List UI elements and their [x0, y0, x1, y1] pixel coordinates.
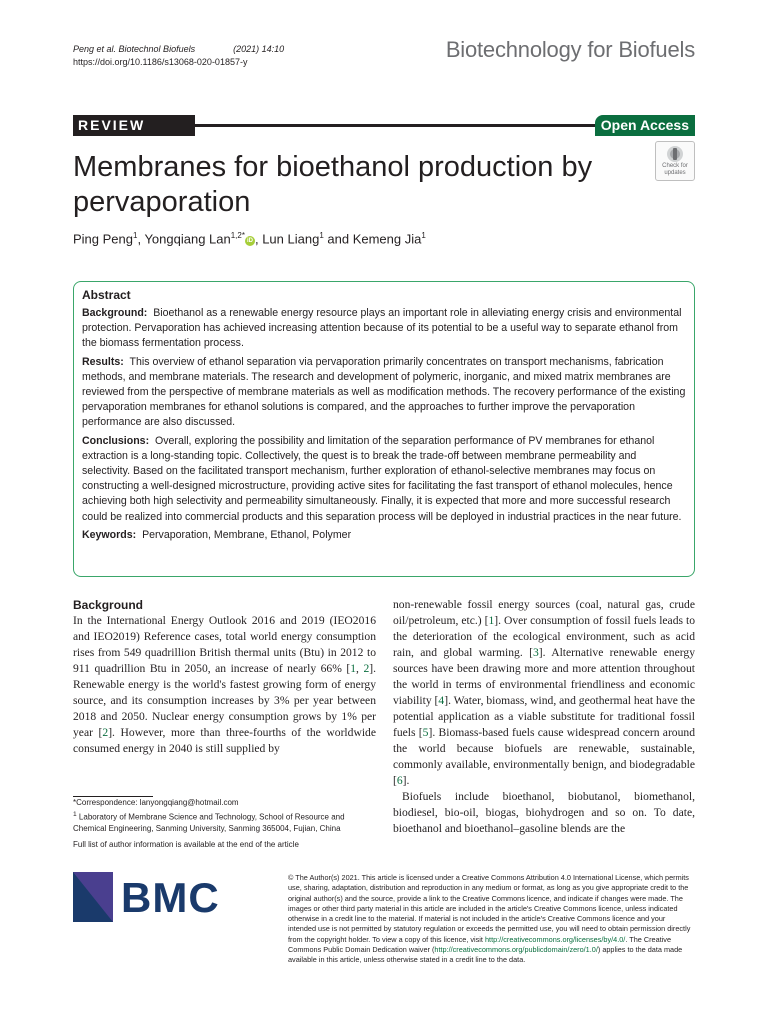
- bmc-logo-icon: [73, 872, 113, 922]
- abstract-background-text: Bioethanol as a renewable energy resource plays an important role in alleviating energy crisis and environmental protection. Pervaporation has achieved increasing attention because of its potential to be a useful way to separate ethanol from the biomass fermentation process.: [82, 307, 682, 350]
- license-text: [288, 873, 695, 966]
- body-text: ]. Water, biomass, wind, and geothermal heat have the potential application as a viable substitute for traditional fossil fuels [: [393, 694, 695, 739]
- author-name[interactable]: Kemeng Jia: [352, 231, 422, 247]
- orcid-icon[interactable]: iD: [246, 238, 253, 245]
- abstract-conclusions: [82, 434, 686, 525]
- affiliation-mark: 1,2*: [230, 231, 245, 240]
- abstract-results-label: Results:: [82, 355, 124, 368]
- check-updates-icon: [665, 145, 685, 163]
- citation-info: [73, 43, 284, 69]
- body-text: ]. Over consumption of fossil fuels leads to the deterioration of the ecological environment, such as acid rain, and global warming. [: [393, 614, 696, 659]
- author-name[interactable]: Yongqiang Lan: [144, 231, 231, 247]
- reference-link[interactable]: 2: [102, 726, 109, 739]
- abstract-conclusions-text: Overall, exploring the possibility and limitation of the separation performance of PV membranes for ethanol extraction is a long-standing topic. Collectively, the quest is to break the trade-off between membrane permeability and selectivity. Based on the facilitated transport mechanism, further exploration of ethanol-selective membranes may focus on constructing a well-designed microstructure, providing active sites for facilitating the fast transport of ethanol molecules, hence achieving both high selectivity and permeability simultaneously. Finally, it is expected that more and more successful research could be realized into commercial products and this separation process will be deployed in industrial practices in the near future.: [82, 434, 682, 523]
- keywords-text: Pervaporation, Membrane, Ethanol, Polymer: [142, 528, 352, 541]
- body-paragraph: Biofuels include bioethanol, biobutanol, biomethanol, biodiesel, bio-oil, biogas, biohydrogen and so on. To date, bioethanol and bioethanol–gasoline blends are the: [393, 790, 695, 835]
- check-updates-line1: Check for: [662, 163, 688, 169]
- affiliation-text: Laboratory of Membrane Science and Technology, School of Resource and Chemical Engineering, Sanming University, Sanming 365004, Fujian, China: [73, 812, 345, 833]
- body-text: ]. Renewable energy is the world's fastest growing form of energy source, and its consumption increases by 3% per year between 2018 and 2050. Nuclear energy consumption grows by 1% per year [: [73, 662, 376, 739]
- check-updates-line2: updates: [664, 170, 686, 176]
- license-link[interactable]: http://creativecommons.org/licenses/by/4.0/: [484, 934, 626, 944]
- body-text: In the International Energy Outlook 2016 and 2019 (IEO2016 and IEO2019) Reference cases, total world energy consumption rises from 549 quadrillion British thermal units (Btu) in 2012 to 911 quadrillion Btu in 2050, an increase of nearly 66% [: [73, 614, 376, 675]
- author-list: Ping Peng$^1$, Yongqiang Lan$^{1,2*}$iD , Lun Liang$^1$ and Kemeng Jia$^1$: [73, 231, 426, 247]
- citation-line: [73, 43, 284, 56]
- article-title: Membranes for bioethanol production by pervaporation: [73, 151, 593, 218]
- reference-link[interactable]: 1: [488, 614, 495, 627]
- bmc-logo[interactable]: [73, 872, 218, 922]
- abstract-background: [82, 306, 686, 352]
- body-text: ].: [402, 774, 410, 787]
- article-type-band: [73, 115, 695, 136]
- doi-link[interactable]: https://doi.org/10.1186/s13068-020-01857-y: [73, 57, 248, 67]
- affiliation-mark: 1: [133, 231, 138, 240]
- reference-link[interactable]: 5: [422, 726, 429, 739]
- keywords-label: Keywords:: [82, 528, 137, 541]
- body-text: ]. However, more than three-fourths of the worldwide consumed energy in 2040 is still supplied by: [73, 726, 376, 755]
- body-column-left: [73, 597, 376, 757]
- citation-journal: Peng et al. Biotechnol Biofuels: [73, 44, 196, 54]
- abstract-background-label: Background:: [82, 307, 148, 319]
- check-for-updates-button[interactable]: [655, 141, 695, 181]
- body-text: ,: [356, 662, 364, 675]
- license-body: ) applies to the data made available in this article, unless otherwise stated in a credit line to the data.: [288, 945, 683, 965]
- abstract-conclusions-label: Conclusions:: [82, 434, 150, 447]
- body-column-right: [393, 597, 695, 837]
- correspondence-email[interactable]: *Correspondence: lanyongqiang@hotmail.com: [73, 798, 239, 807]
- affiliation-note: [73, 809, 376, 835]
- affiliation-mark: 1: [421, 231, 426, 240]
- abstract-keywords: [82, 528, 686, 543]
- body-text: ]. Alternative renewable energy sources have been drawing more and more attention throughout the world in terms of environmental friendliness and economic viability [: [393, 646, 695, 707]
- license-body: . The Creative Commons Public Domain Dedication waiver (: [288, 934, 672, 955]
- author-info-note: Full list of author information is available at the end of the article: [73, 840, 299, 850]
- abstract-box: [73, 281, 695, 577]
- author-name[interactable]: Lun Liang: [262, 231, 320, 247]
- license-body: © The Author(s) 2021. This article is licensed under a Creative Commons Attribution 4.0 International License, which permits use, sharing, adaptation, distribution and reproduction in any medium or format, as long as you give appropriate credit to the original author(s) and the source, provide a link to the Creative Commons licence, and indicate if changes were made. The images or other third party material in this article are included in the article's Creative Commons licence, unless indicated otherwise in a credit line to the material. If material is not included in the article's Creative Commons licence and your intended use is not permitted by statutory regulation or exceeds the permitted use, you will need to obtain permission directly from the copyright holder. To view a copy of this licence, visit: [288, 873, 691, 944]
- reference-link[interactable]: 3: [532, 646, 539, 659]
- body-paragraph: [393, 597, 695, 789]
- body-text: non-renewable fossil energy sources (coal, natural gas, crude oil/petroleum, etc.) [: [393, 598, 695, 627]
- affiliation-mark: 1: [73, 810, 77, 818]
- band-rule: [195, 124, 595, 127]
- bmc-logo-text: BMC: [121, 874, 220, 921]
- abstract-heading: Abstract: [82, 288, 131, 302]
- footnotes: [73, 797, 376, 851]
- open-access-badge: Open Access: [595, 115, 695, 136]
- reference-link[interactable]: 1: [350, 662, 357, 675]
- body-text: ]. Biomass-based fuels cause widespread concern around the world because biofuels are renewable, sustainable, commonly available, environmentally benign, and biodegradable [: [393, 726, 695, 787]
- section-heading: Background: [73, 598, 144, 612]
- citation-year: (2021) 14:10: [233, 44, 285, 54]
- journal-name: Biotechnology for Biofuels: [445, 37, 695, 62]
- reference-link[interactable]: 4: [438, 694, 445, 707]
- abstract-results-text: This overview of ethanol separation via pervaporation primarily concentrates on transport mechanisms, fabrication methods, and membrane materials. The research and development of polymeric, inorganic, and mixed matrix membranes are reviewed from the perspective of membrane materials as well as modification methods. The recovery performance of the existing pervaporation membranes for ethanol solutions is compared, and the approaches to further improve the pervaporation performance are also discussed.: [82, 355, 686, 429]
- author-name[interactable]: Ping Peng: [73, 231, 133, 247]
- article-type-label: REVIEW: [73, 115, 195, 136]
- reference-link[interactable]: 6: [396, 774, 403, 787]
- public-domain-link[interactable]: http://creativecommons.org/publicdomain/zero/1.0/: [434, 945, 598, 955]
- body-paragraph: [73, 613, 376, 757]
- abstract-results: [82, 355, 686, 431]
- affiliation-mark: 1: [319, 231, 324, 240]
- reference-link[interactable]: 2: [363, 662, 370, 675]
